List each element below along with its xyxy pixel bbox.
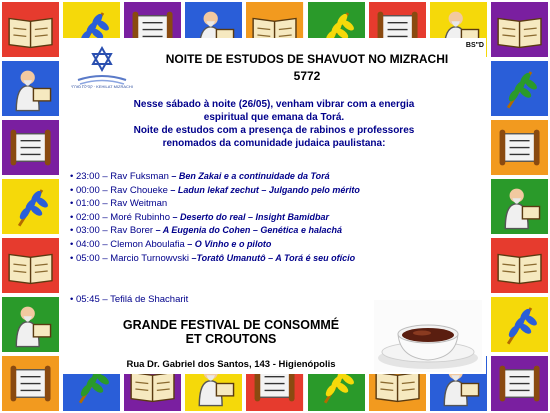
rabbi-reading-tile — [0, 59, 61, 118]
schedule-speaker: • 04:00 – Clemon Aboulafia — [70, 238, 185, 250]
torah-scroll-icon — [2, 120, 59, 175]
mizrachi-logo — [72, 42, 132, 88]
final-item: • 05:45 – Tefilá de Shacharit — [70, 294, 189, 305]
consomme-bowl-image — [374, 300, 482, 372]
wheat-tile — [489, 295, 550, 354]
schedule-topic: – Deserto do real – Insight Bamidbar — [169, 211, 330, 222]
logo-caption: קהילת מזרחי · KEHILAT MIZRACHI — [71, 84, 133, 89]
festival-line-2: ET CROUTONS — [185, 332, 277, 346]
schedule-list — [70, 170, 490, 265]
flyer-content — [62, 38, 486, 374]
schedule-topic: –Toratô Umanutô – A Torá é seu ofício — [188, 252, 356, 263]
bsd-mark: BS"D — [465, 42, 484, 49]
intro-text — [62, 98, 486, 150]
schedule-item — [70, 252, 490, 266]
open-book-icon — [491, 2, 548, 57]
schedule-speaker: • 05:00 – Marcio Turnowvski — [70, 252, 189, 264]
intro-line-4: renomados da comunidade judaica paulistana: — [162, 138, 386, 149]
schedule-speaker: • 03:00 – Rav Borer — [70, 225, 154, 237]
torah-scroll-icon — [2, 356, 59, 411]
schedule-speaker: • 00:00 – Rav Choueke — [70, 184, 168, 196]
title-line-1: NOITE DE ESTUDOS DE SHAVUOT NO MIZRACHI — [165, 52, 449, 66]
schedule-topic: – Ben Zakai e a continuidade da Torá — [168, 171, 330, 181]
schedule-item — [70, 170, 490, 184]
open-book-tile — [489, 236, 550, 295]
wheat-icon — [491, 297, 548, 352]
rabbi-reading-tile — [489, 177, 550, 236]
schedule-item — [70, 184, 490, 198]
intro-line-2: espiritual que emana da Torá. — [203, 112, 345, 123]
open-book-icon — [491, 238, 548, 293]
intro-line-1: Nesse sábado à noite (26/05), venham vibrar com a energia — [133, 99, 415, 110]
torah-scroll-tile — [0, 118, 61, 177]
schedule-speaker: • 23:00 – Rav Fuksman — [70, 171, 169, 182]
rabbi-reading-icon — [491, 179, 548, 234]
schedule-topic: – O Vinho e o piloto — [184, 238, 272, 249]
schedule-topic: – Ladun lekaf zechut – Julgando pelo mérito — [167, 184, 360, 195]
torah-scroll-tile — [489, 354, 550, 413]
intro-line-3: Noite de estudos com a presença de rabinos e professores — [133, 125, 415, 136]
torah-scroll-tile — [489, 118, 550, 177]
open-book-tile — [0, 0, 61, 59]
wheat-tile — [0, 177, 61, 236]
rabbi-reading-icon — [2, 297, 59, 352]
schedule-speaker: • 01:00 – Rav Weitman — [70, 198, 168, 210]
wheat-icon — [491, 61, 548, 116]
title-line-2: 5772 — [293, 69, 321, 83]
schedule-item — [70, 238, 490, 252]
torah-scroll-tile — [0, 354, 61, 413]
schedule-speaker: • 02:00 – Moré Rubinho — [70, 211, 170, 223]
festival-line-1: GRANDE FESTIVAL DE CONSOMMÉ — [122, 318, 340, 332]
wheat-tile — [489, 59, 550, 118]
wheat-icon — [2, 179, 59, 234]
schedule-item — [70, 224, 490, 238]
address: Rua Dr. Gabriel dos Santos, 143 - Higienópolis — [126, 359, 336, 370]
rabbi-reading-icon — [2, 61, 59, 116]
schedule-item — [70, 197, 490, 211]
page-title — [132, 51, 482, 85]
open-book-icon — [2, 2, 59, 57]
open-book-tile — [0, 236, 61, 295]
open-book-icon — [2, 238, 59, 293]
open-book-tile — [489, 0, 550, 59]
festival-title — [96, 318, 366, 346]
torah-scroll-icon — [491, 356, 548, 411]
schedule-topic: – A Eugenia do Cohen – Genética e halachá — [153, 225, 342, 236]
schedule-item — [70, 211, 490, 225]
rabbi-reading-tile — [0, 295, 61, 354]
torah-scroll-icon — [491, 120, 548, 175]
